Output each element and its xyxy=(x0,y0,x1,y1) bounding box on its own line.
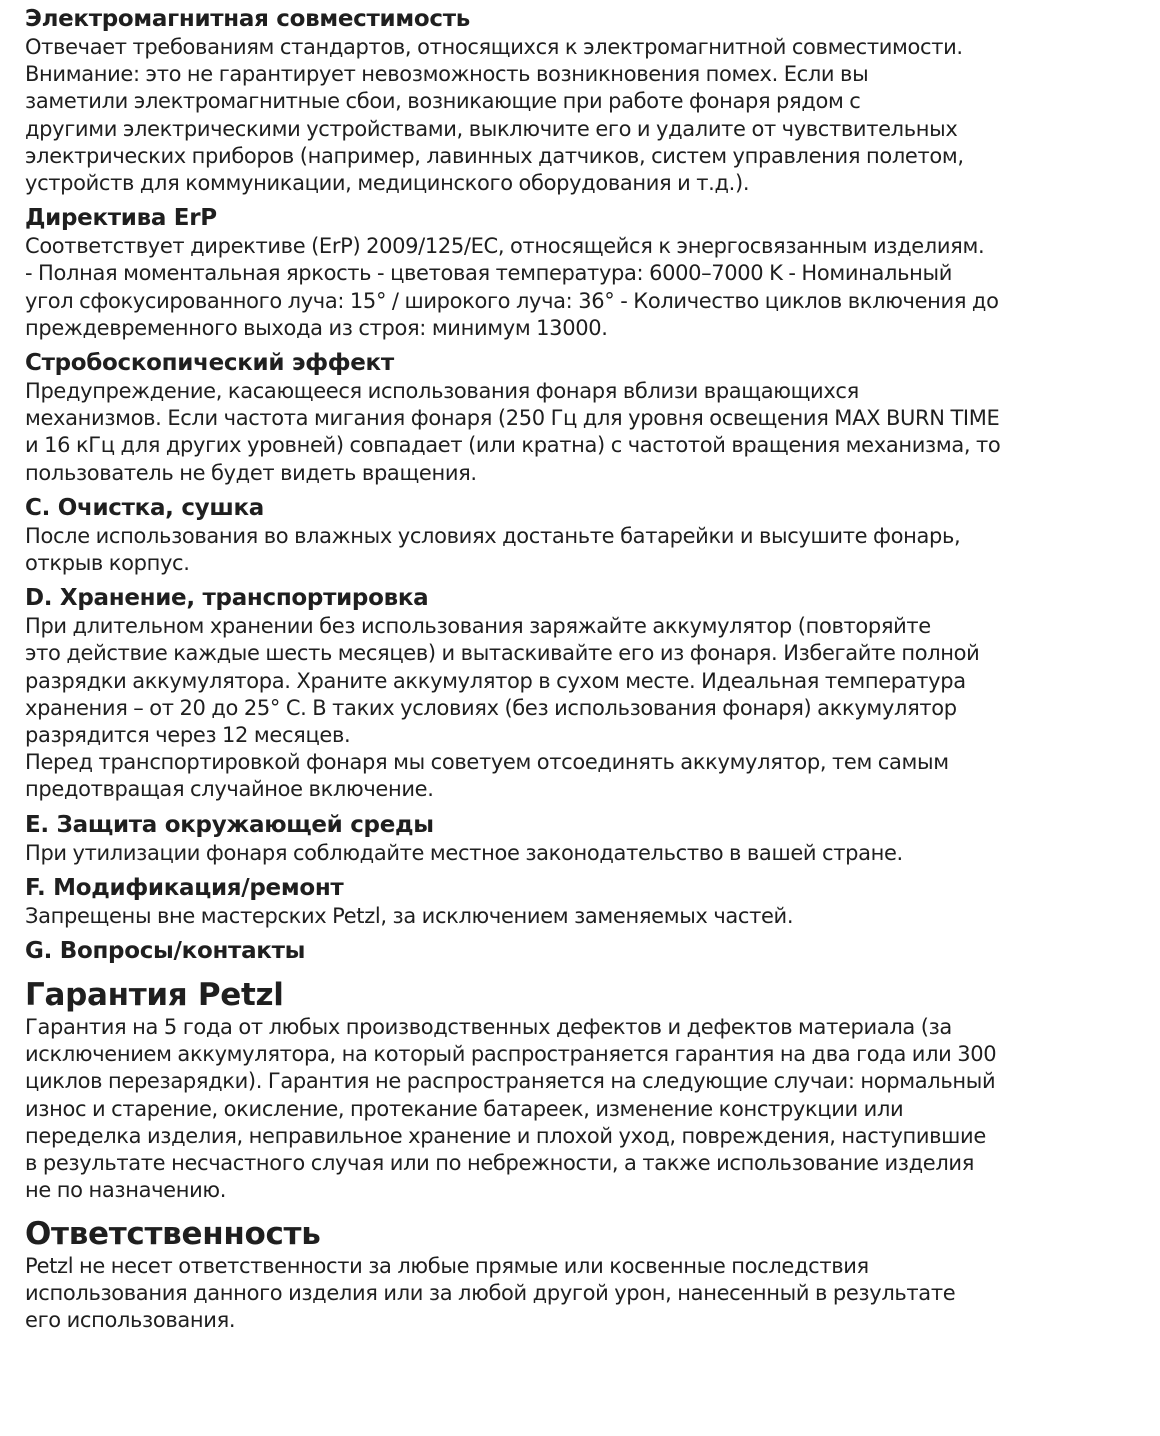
text-line: открыв корпус. xyxy=(25,551,190,576)
section-paragraph xyxy=(25,233,1130,342)
section-contacts xyxy=(25,936,1130,966)
section-heading: D. Хранение, транспортировка xyxy=(25,585,429,612)
section-paragraph xyxy=(25,34,1130,197)
text-line: и 16 кГц для других уровней) совпадает (или кратна) с частотой вращения механизма, то xyxy=(25,433,1001,458)
text-line: в результате несчастного случая или по небрежности, а также использование изделия xyxy=(25,1151,975,1176)
section-heading: F. Модификация/ремонт xyxy=(25,874,344,901)
text-line: устройств для коммуникации, медицинского оборудования и т.д.). xyxy=(25,171,750,196)
text-line: угол сфокусированного луча: 15° / широкого луча: 36° - Количество циклов включения до xyxy=(25,288,999,313)
section-heading: C. Очистка, сушка xyxy=(25,494,265,521)
section-erp xyxy=(25,203,1130,342)
warranty-heading: Гарантия Petzl xyxy=(25,977,284,1014)
text-line: это действие каждые шесть месяцев) и вытаскивайте его из фонаря. Избегайте полной xyxy=(25,641,980,666)
text-line: Гарантия на 5 года от любых производственных дефектов и дефектов материала (за xyxy=(25,1015,952,1040)
section-paragraph xyxy=(25,378,1130,487)
section-storage xyxy=(25,583,1130,803)
section-environment xyxy=(25,810,1130,867)
section-heading: Электромагнитная совместимость xyxy=(25,6,470,32)
text-line: разрядится через 12 месяцев. xyxy=(25,723,351,748)
section-heading: G. Вопросы/контакты xyxy=(25,938,306,965)
section-stroboscopic xyxy=(25,348,1130,487)
section-cleaning xyxy=(25,493,1130,577)
text-line: - Полная моментальная яркость - цветовая температура: 6000–7000 K - Номинальный xyxy=(25,261,953,286)
text-line: его использования. xyxy=(25,1307,236,1332)
warranty-paragraph xyxy=(25,1014,1130,1204)
section-heading: E. Защита окружающей среды xyxy=(25,811,434,838)
section-paragraph xyxy=(25,903,1130,930)
text-line: При длительном хранении без использования заряжайте аккумулятор (повторяйте xyxy=(25,614,931,639)
text-line: не по назначению. xyxy=(25,1178,227,1203)
text-line: электрических приборов (например, лавинных датчиков, систем управления полетом, xyxy=(25,143,964,168)
text-line: При утилизации фонаря соблюдайте местное законодательство в вашей стране. xyxy=(25,840,903,865)
text-line: Отвечает требованиям стандартов, относящихся к электромагнитной совместимости. xyxy=(25,35,963,59)
text-line: Предупреждение, касающееся использования фонаря вблизи вращающихся xyxy=(25,379,859,404)
text-line: преждевременного выхода из строя: минимум 13000. xyxy=(25,315,608,340)
text-line: использования данного изделия или за любой другой урон, нанесенный в результате xyxy=(25,1280,956,1305)
section-modification xyxy=(25,873,1130,930)
text-line: После использования во влажных условиях достаньте батарейки и высушите фонарь, xyxy=(25,523,961,548)
section-warranty xyxy=(25,976,1130,1204)
text-line: циклов перезарядки). Гарантия не распространяется на следующие случаи: нормальный xyxy=(25,1069,996,1094)
section-heading: Стробоскопический эффект xyxy=(25,350,394,377)
text-line: Запрещены вне мастерских Petzl, за исключением заменяемых частей. xyxy=(25,903,794,928)
text-line: предотвращая случайное включение. xyxy=(25,777,434,802)
text-line: износ и старение, окисление, протекание батареек, изменение конструкции или xyxy=(25,1096,904,1121)
text-line: Внимание: это не гарантирует невозможность возникновения помех. Если вы xyxy=(25,62,869,87)
text-line: механизмов. Если частота мигания фонаря (250 Гц для уровня освещения MAX BURN TIME xyxy=(25,406,1000,431)
section-paragraph xyxy=(25,613,1130,803)
text-line: разрядки аккумулятора. Храните аккумулятор в сухом месте. Идеальная температура xyxy=(25,668,966,693)
section-liability xyxy=(25,1215,1130,1335)
text-line: Соответствует директиве (ErP) 2009/125/EC, относящейся к энергосвязанным изделиям. xyxy=(25,234,985,259)
text-line: другими электрическими устройствами, выключите его и удалите от чувствительных xyxy=(25,116,958,141)
liability-heading: Ответственность xyxy=(25,1215,321,1252)
text-line: переделка изделия, неправильное хранение и плохой уход, повреждения, наступившие xyxy=(25,1123,986,1148)
section-heading: Директива ErP xyxy=(25,205,217,232)
section-paragraph xyxy=(25,523,1130,577)
text-line: исключением аккумулятора, на который распространяется гарантия на два года или 300 xyxy=(25,1042,997,1067)
text-line: заметили электромагнитные сбои, возникающие при работе фонаря рядом с xyxy=(25,89,861,114)
text-line: Petzl не несет ответственности за любые прямые или косвенные последствия xyxy=(25,1253,869,1278)
text-line: хранения – от 20 до 25° С. В таких условиях (без использования фонаря) аккумулятор xyxy=(25,695,957,720)
liability-paragraph xyxy=(25,1253,1130,1335)
text-line: Перед транспортировкой фонаря мы советуем отсоединять аккумулятор, тем самым xyxy=(25,750,949,775)
section-paragraph xyxy=(25,840,1130,867)
text-line: пользователь не будет видеть вращения. xyxy=(25,460,477,485)
section-emc xyxy=(25,4,1130,197)
